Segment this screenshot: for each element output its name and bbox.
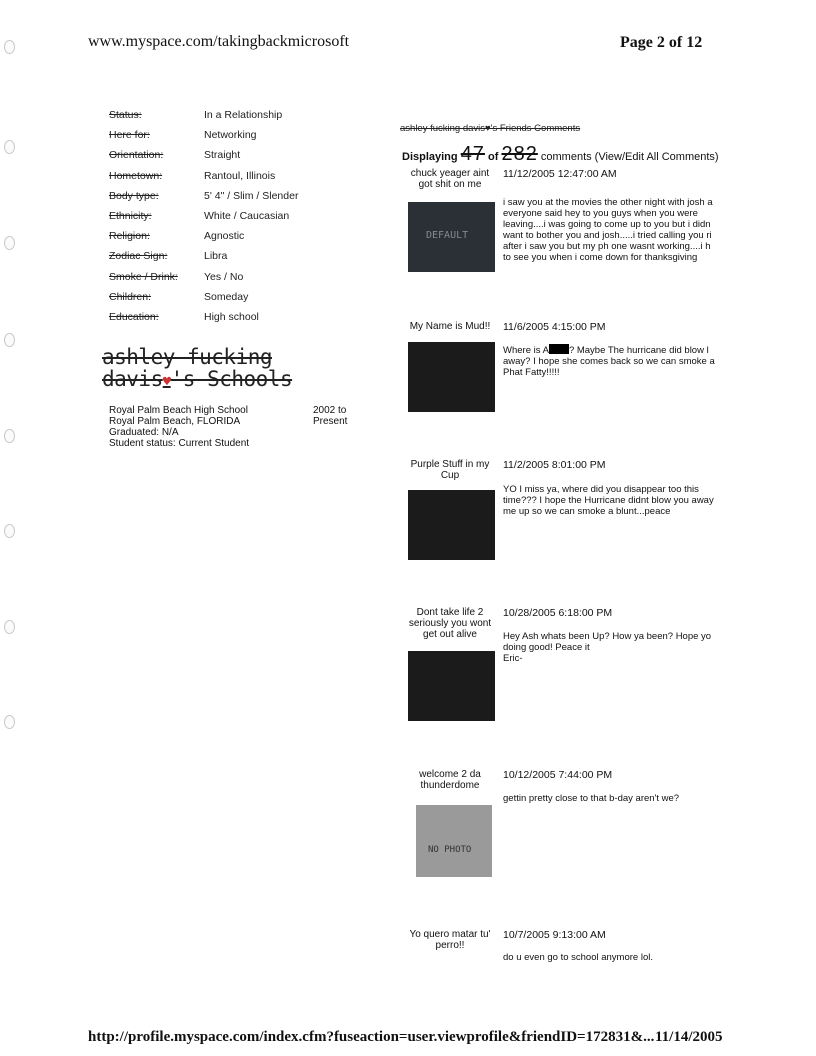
comment-avatar[interactable] <box>416 805 492 877</box>
avatar-label: NO PHOTO <box>428 845 472 855</box>
binder-hole <box>4 333 15 347</box>
comments-shown-count: 47 <box>460 143 485 165</box>
of-label: of <box>488 151 499 163</box>
binder-hole <box>4 236 15 250</box>
detail-row-ethnicity <box>109 209 349 229</box>
comment-author[interactable]: chuck yeager aint got shit on me <box>410 168 490 190</box>
comment-avatar[interactable] <box>408 342 495 412</box>
binder-hole <box>4 524 15 538</box>
school-graduated: Graduated: N/A <box>109 427 179 438</box>
comment-author[interactable]: Yo quero matar tu' perro!! <box>409 929 491 951</box>
comment-author[interactable]: Dont take life 2 seriously you wont get out alive <box>408 607 492 640</box>
detail-label: Hometown: <box>109 169 163 182</box>
detail-value: In a Relationship <box>204 109 283 121</box>
detail-row-hometown <box>109 169 349 189</box>
binder-hole <box>4 620 15 634</box>
comment-text: Hey Ash whats been Up? How ya been? Hope yo doing good! Peace it Eric- <box>503 631 712 664</box>
header-url: www.myspace.com/takingbackmicrosoft <box>88 33 350 50</box>
detail-label: Education: <box>109 310 159 323</box>
school-name[interactable]: Royal Palm Beach High School <box>109 405 248 416</box>
detail-label: Religion: <box>109 230 150 243</box>
detail-row-here-for <box>109 128 349 148</box>
footer-url: http://profile.myspace.com/index.cfm?fuseaction=user.viewprofile&friendID=172831&... <box>88 1029 655 1045</box>
comment-date: 10/7/2005 9:13:00 AM <box>503 929 606 941</box>
detail-row-children <box>109 290 349 310</box>
comments-count-line <box>402 143 719 166</box>
comment-date: 11/6/2005 4:15:00 PM <box>503 321 606 333</box>
detail-label: Body type: <box>109 189 159 202</box>
comment-text: do u even go to school anymore lol. <box>503 952 653 963</box>
detail-value: Someday <box>204 290 249 303</box>
detail-row-body-type <box>109 189 349 209</box>
detail-value: Libra <box>204 250 228 263</box>
school-student-status: Student status: Current Student <box>109 438 250 449</box>
detail-row-religion <box>109 229 349 249</box>
schools-title-name: davis <box>102 367 163 391</box>
friends-comments-header: ashley fucking davis♥'s Friends Comments <box>400 123 581 134</box>
school-location: Royal Palm Beach, FLORIDA <box>109 416 241 427</box>
binder-hole <box>4 715 15 729</box>
detail-value: Yes / No <box>204 270 244 283</box>
binder-hole <box>4 40 15 54</box>
footer-date: 11/14/2005 <box>655 1029 723 1045</box>
detail-value: Rantoul, Illinois <box>204 169 276 182</box>
schools-title-line1: ashley fucking <box>102 345 273 369</box>
detail-label: Children: <box>109 290 152 303</box>
detail-label: Status: <box>109 109 142 121</box>
avatar-label: DEFAULT <box>426 230 469 241</box>
binder-hole <box>4 429 15 443</box>
detail-label: Zodiac Sign: <box>109 250 168 263</box>
page-number: Page 2 of 12 <box>620 34 703 51</box>
detail-value: Straight <box>204 149 241 162</box>
detail-value: High school <box>204 310 259 323</box>
heart-icon: ♥ <box>162 374 171 390</box>
comment-text <box>503 344 725 378</box>
comment-date: 10/28/2005 6:18:00 PM <box>503 607 613 619</box>
redaction-block <box>549 344 569 354</box>
schools-title <box>102 346 322 393</box>
schools-title-line2 <box>102 368 322 393</box>
comment-avatar[interactable] <box>408 202 495 272</box>
comment-date: 11/12/2005 12:47:00 AM <box>503 168 617 180</box>
schools-title-suffix: 's Schools <box>170 367 293 391</box>
detail-label: Orientation: <box>109 149 164 162</box>
binder-hole <box>4 140 15 154</box>
detail-row-smoke-drink <box>109 270 349 290</box>
comment-date: 10/12/2005 7:44:00 PM <box>503 769 613 781</box>
comment-avatar[interactable] <box>408 651 495 721</box>
view-edit-comments-link[interactable]: comments (View/Edit All Comments) <box>540 151 719 163</box>
detail-value: 5' 4" / Slim / Slender <box>204 189 299 202</box>
comment-text-end: ? Maybe The hurricane did blow l away? I hope she comes back so we can smoke a Phat Fatty!!!!! <box>503 345 715 378</box>
detail-row-orientation <box>109 148 349 168</box>
detail-label: Here for: <box>109 129 150 142</box>
comment-author[interactable]: welcome 2 da thunderdome <box>419 769 481 791</box>
comment-avatar[interactable] <box>408 490 495 560</box>
school-years: 2002 to Present <box>313 405 348 427</box>
detail-label: Smoke / Drink: <box>109 270 178 283</box>
comment-author[interactable]: My Name is Mud!! <box>409 321 491 332</box>
comment-text-start: Where is A <box>503 345 549 356</box>
detail-value: White / Caucasian <box>204 209 290 222</box>
comment-author[interactable]: Purple Stuff in my Cup <box>410 459 490 481</box>
profile-details-table <box>109 108 349 330</box>
detail-label: Ethnicity: <box>109 209 152 222</box>
detail-row-status <box>109 108 349 128</box>
detail-row-zodiac <box>109 249 349 269</box>
comment-date: 11/2/2005 8:01:00 PM <box>503 459 606 471</box>
detail-row-education <box>109 310 349 330</box>
school-info <box>109 405 249 449</box>
detail-value: Agnostic <box>204 230 245 243</box>
displaying-label: Displaying <box>402 151 458 163</box>
comment-text: gettin pretty close to that b-day aren't we? <box>503 793 680 804</box>
comments-total-count: 282 <box>501 143 538 165</box>
detail-value: Networking <box>204 129 257 142</box>
comment-text: YO I miss ya, where did you disappear too this time??? I hope the Hurricane didnt blow you away me up so we can smoke a blunt...peace <box>503 484 714 517</box>
comment-text: i saw you at the movies the other night with josh a everyone said hey to you guys when you were leaving....i was going to come up to you but i didn want to bother you and josh.....i tried calling you ri after i saw you but my ph one wasnt working....i h to see you when i come down for thanksgiving <box>503 197 713 263</box>
